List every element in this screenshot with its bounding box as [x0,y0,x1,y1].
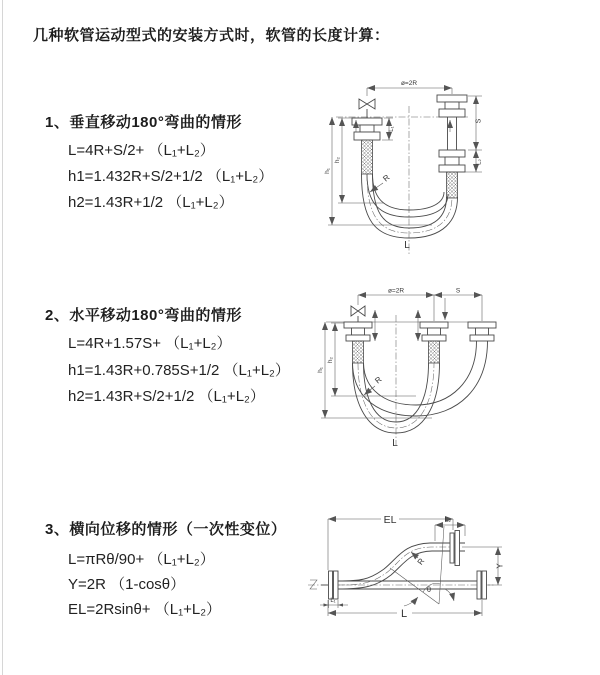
dimension-h2 [334,118,384,203]
dim-label-l2: L₂ [444,516,452,524]
formula-line: L=πRθ/90+ （L₁+L₂） [68,551,215,568]
section-2-heading: 2、水平移动180°弯曲的情形 [45,307,242,324]
dim-label-l: L [400,608,408,620]
valve-icon [359,99,375,118]
formula-line: h1=1.432R+S/2+1/2 （L₁+L₂） [68,168,274,185]
dimension-top-2r [358,288,482,322]
dimension-top-2r [367,80,452,96]
braided-section [353,341,364,363]
dimension-s [434,288,482,296]
label-r: R [381,172,392,184]
radius-callout [411,552,426,567]
formula-line: Y=2R （1-cosθ） [68,576,186,593]
formula-line: EL=2Rsinθ+ （L₁+L₂） [68,601,222,618]
diagram-horizontal-180-bend [312,285,600,453]
label-l: L [404,240,410,251]
formula-line: L=4R+S/2+ （L₁+L₂） [68,142,215,159]
right-hose-fitting [437,95,467,198]
braided-section [362,140,373,174]
dim-label-2r: ø=2R [400,80,418,87]
dim-label-h1: h₁ [317,367,324,373]
dim-label-y: Y [495,563,505,569]
left-hose-fitting [352,118,382,174]
dim-label-l1: L₁ [389,126,395,132]
hose-s-curve [338,543,450,589]
formula-line: h1=1.43R+0.785S+1/2 （L₁+L₂） [68,362,290,379]
dim-label-s: S [475,118,483,124]
dim-label-h1: h₁ [324,168,331,174]
middle-hose-fitting [420,322,448,363]
hose-u-curves [353,341,488,433]
formula-line: h2=1.43R+S/2+1/2 （L₁+L₂） [68,388,265,405]
left-flange-fitting [321,571,338,599]
scan-edge-line [2,0,3,675]
dimension-h2 [327,323,416,396]
valve-icon [351,306,365,322]
diagram-lateral-displacement [302,492,600,632]
label-r: R [373,374,384,386]
dimension-l1 [320,598,348,608]
break-mark [310,580,317,589]
hose-u-curves [362,174,458,238]
formula-line: h2=1.43R+1/2 （L₁+L₂） [68,194,234,211]
upper-flange-fitting [450,531,465,566]
label-theta: θ [426,585,432,594]
dimension-h1 [317,322,432,418]
left-hose-fitting [344,322,372,363]
dimension-l1 [382,118,395,140]
diagram-vertical-180-bend [312,76,592,261]
lower-right-flange-fitting [477,571,487,599]
dim-label-l1: L₁ [330,598,336,604]
dimension-l [328,600,482,620]
dim-label-l2: L₂ [476,159,483,165]
section-1-heading: 1、垂直移动180°弯曲的情形 [45,114,242,131]
dim-label-s: S [455,287,461,295]
braided-section [429,341,440,363]
dimension-el [328,514,453,570]
dim-label-2r: ø=2R [387,287,405,295]
dim-label-h2: h₂ [327,356,334,364]
page-title: 几种软管运动型式的安装方式时，软管的长度计算： [33,27,390,44]
right-hose-fitting [468,322,496,341]
dimension-l2 [476,150,483,172]
dim-label-h2: h₂ [334,156,341,164]
label-l: L [392,438,398,449]
section-3-heading: 3、横向位移的情形（一次性变位） [45,521,287,538]
label-r: R [415,556,427,567]
dim-label-el: EL [383,514,397,526]
formula-line: L=4R+1.57S+ （L₁+L₂） [68,335,232,352]
